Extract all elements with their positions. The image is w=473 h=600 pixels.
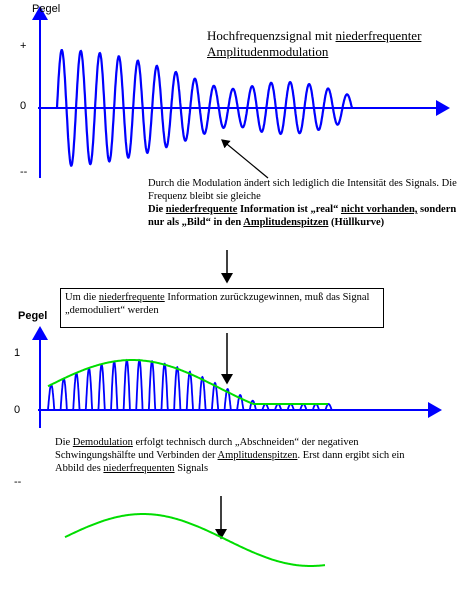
top-y-axis-title: Pegel [32, 3, 61, 15]
bottom-tick-minus: -- [14, 476, 22, 488]
top-tick-zero: 0 [20, 100, 27, 112]
annotation-pointer-arrow [222, 140, 268, 178]
bottom-y-axis-title: Pegel [18, 310, 48, 322]
demodulation-note: Die Demodulation erfolgt technisch durch „Abschneiden“ der negativen Schwingungshälfte und Verbinden der Amplitudenspitzen. Erst dann ergibt sich ein Abbild des niederfrequenten Signals [55, 437, 405, 474]
bottom-tick-one: 1 [14, 347, 21, 359]
top-tick-minus: -- [20, 166, 28, 178]
diagram-title: Hochfrequenzsignal mit niederfrequenter Amplitudenmodulation [207, 28, 422, 59]
demodulation-box: Um die niederfrequente Information zurückzugewinnen, muß das Signal „demoduliert“ werden [60, 288, 384, 328]
modulation-note: Durch die Modulation ändert sich lediglich die Intensität des Signals. Die Frequenz bleibt sie gleiche Die niederfrequente Information ist „real“ nicht vorhanden, sondern nur als „Bild“ in den Amplitudenspitzen (Hüllkurve) [148, 178, 457, 228]
recovered-low-frequency-signal [65, 514, 325, 566]
top-tick-plus: + [20, 40, 27, 52]
bottom-tick-zero: 0 [14, 404, 21, 416]
